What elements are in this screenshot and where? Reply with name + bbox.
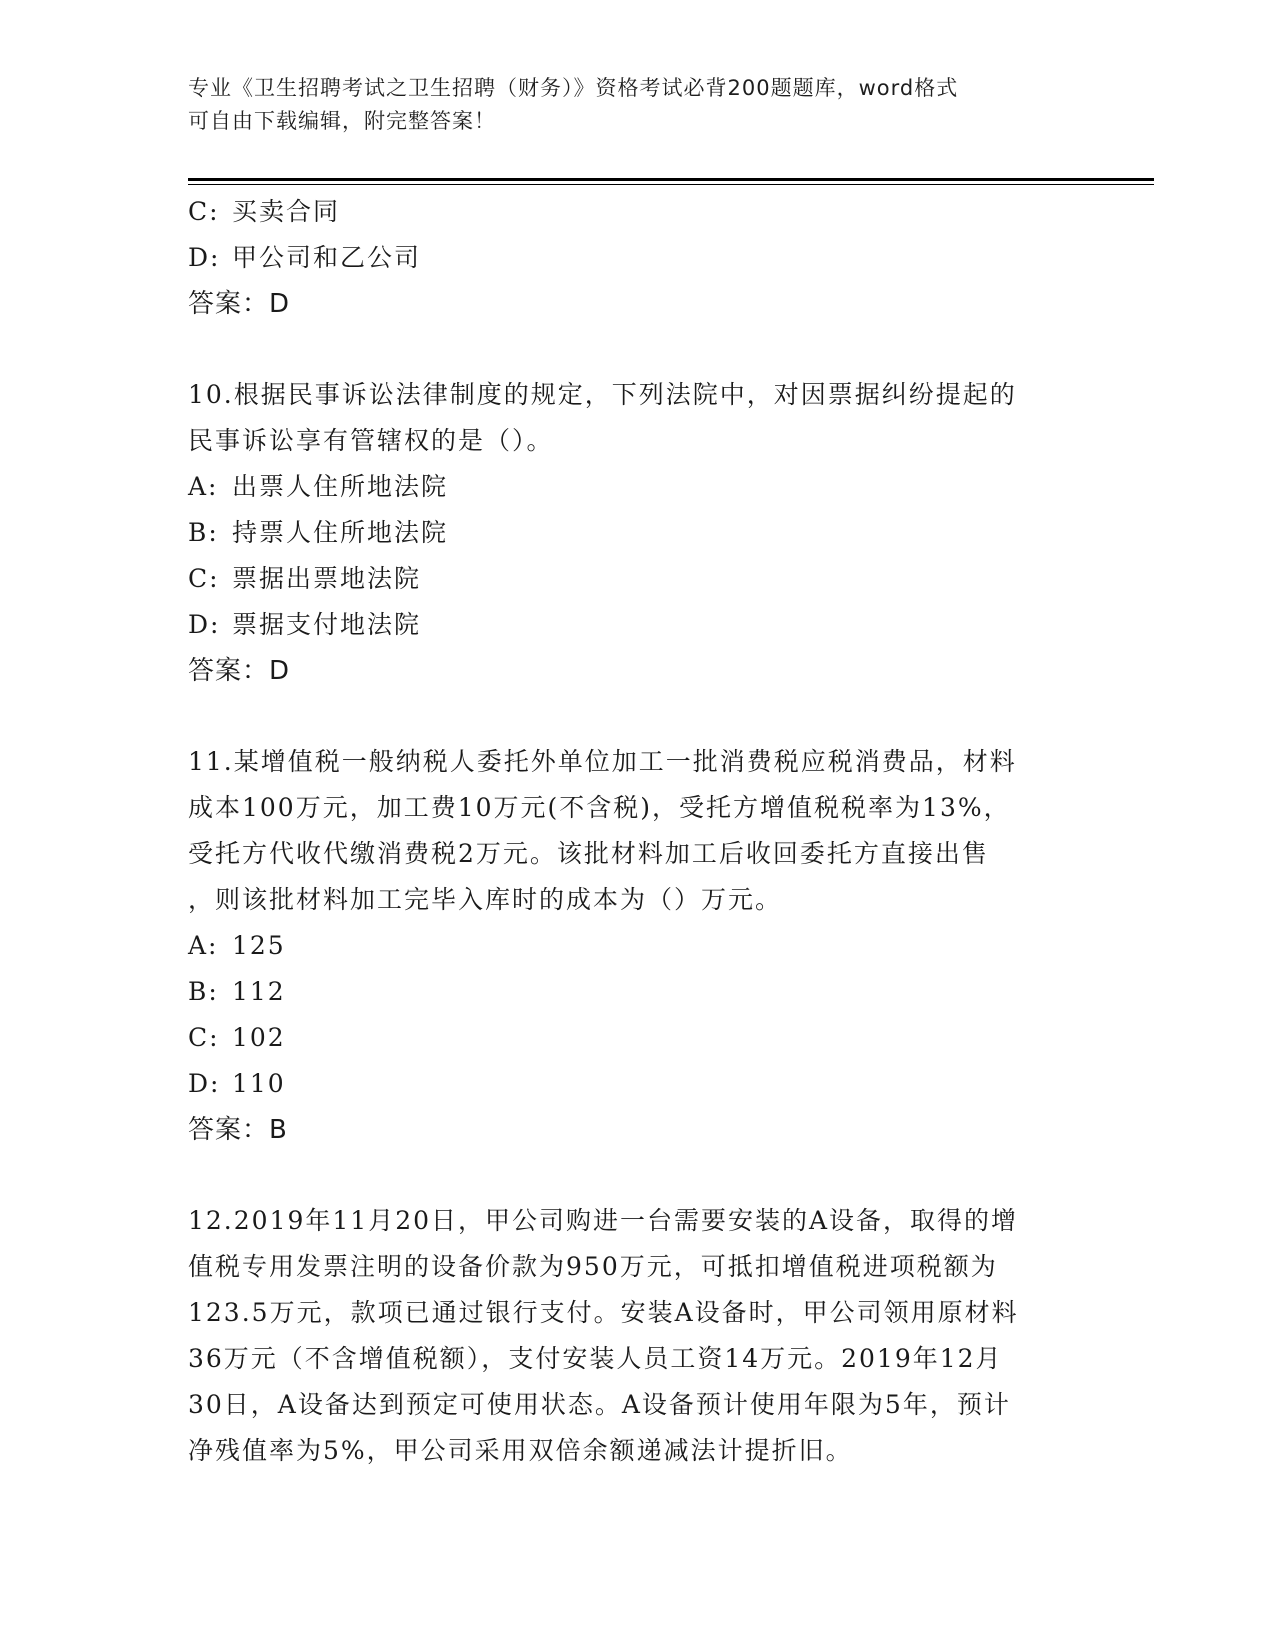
- option-b: [188, 510, 1088, 556]
- document-header: [188, 72, 1088, 138]
- header-divider-thin: [188, 184, 1154, 185]
- option-text: 甲公司和乙公司: [232, 243, 422, 272]
- option-key: A:: [188, 472, 219, 501]
- option-c: [188, 189, 1088, 235]
- question-stem-line: 净残值率为5%，甲公司采用双倍余额递减法计提折旧。: [188, 1436, 853, 1465]
- option-d: [188, 235, 1088, 281]
- option-text: 110: [232, 1069, 286, 1098]
- option-key: D:: [188, 610, 221, 639]
- question-stem-line: 值税专用发票注明的设备价款为950万元，可抵扣增值税进项税额为: [188, 1252, 998, 1281]
- option-text: 票据支付地法院: [232, 610, 422, 639]
- header-divider-thick: [188, 178, 1154, 181]
- question-9: [188, 189, 1088, 327]
- answer-line: 答案：D: [188, 656, 291, 686]
- option-text: 112: [232, 977, 286, 1006]
- option-key: C:: [188, 564, 220, 593]
- question-stem-line: 成本100万元，加工费10万元(不含税)，受托方增值税税率为13%，: [188, 793, 1011, 822]
- question-11: [188, 739, 1088, 1153]
- option-text: 出票人住所地法院: [232, 472, 449, 501]
- question-stem-line: 12.2019年11月20日，甲公司购进一台需要安装的A设备，取得的增: [188, 1206, 1019, 1235]
- option-text: 票据出票地法院: [232, 564, 422, 593]
- question-stem-line: 民事诉讼享有管辖权的是（）。: [188, 426, 554, 455]
- spacer: [188, 1153, 1088, 1198]
- option-key: B:: [188, 518, 219, 547]
- header-line-2: 可自由下载编辑，附完整答案！: [188, 109, 496, 133]
- option-key: A:: [188, 931, 219, 960]
- option-c: [188, 556, 1088, 602]
- document-body: [188, 189, 1088, 1474]
- option-c: [188, 1015, 1088, 1061]
- question-stem-line: 受托方代收代缴消费税2万元。该批材料加工后收回委托方直接出售: [188, 839, 989, 868]
- option-key: B:: [188, 977, 219, 1006]
- question-stem-line: 30日，A设备达到预定可使用状态。A设备预计使用年限为5年，预计: [188, 1390, 1011, 1419]
- question-stem-line: 36万元（不含增值税额），支付安装人员工资14万元。2019年12月: [188, 1344, 1003, 1373]
- option-key: C:: [188, 197, 220, 226]
- answer-line: 答案：D: [188, 289, 291, 319]
- option-a: [188, 923, 1088, 969]
- option-b: [188, 969, 1088, 1015]
- option-d: [188, 1061, 1088, 1107]
- option-text: 125: [232, 931, 286, 960]
- option-key: D:: [188, 243, 221, 272]
- question-stem-line: 10.根据民事诉讼法律制度的规定，下列法院中，对因票据纠纷提起的: [188, 380, 1017, 409]
- answer-line: 答案：B: [188, 1115, 288, 1145]
- option-key: D:: [188, 1069, 221, 1098]
- question-10: [188, 372, 1088, 694]
- option-text: 买卖合同: [232, 197, 341, 226]
- question-stem-line: ，则该批材料加工完毕入库时的成本为（）万元。: [188, 885, 783, 914]
- spacer: [188, 327, 1088, 372]
- option-text: 持票人住所地法院: [232, 518, 449, 547]
- option-key: C:: [188, 1023, 220, 1052]
- option-d: [188, 602, 1088, 648]
- option-text: 102: [232, 1023, 286, 1052]
- question-stem-line: 123.5万元，款项已通过银行支付。安装A设备时，甲公司领用原材料: [188, 1298, 1019, 1327]
- question-stem-line: 11.某增值税一般纳税人委托外单位加工一批消费税应税消费品，材料: [188, 747, 1017, 776]
- question-12: [188, 1198, 1088, 1474]
- option-a: [188, 464, 1088, 510]
- spacer: [188, 694, 1088, 739]
- header-line-1: 专业《卫生招聘考试之卫生招聘（财务）》资格考试必背200题题库，word格式: [188, 76, 959, 100]
